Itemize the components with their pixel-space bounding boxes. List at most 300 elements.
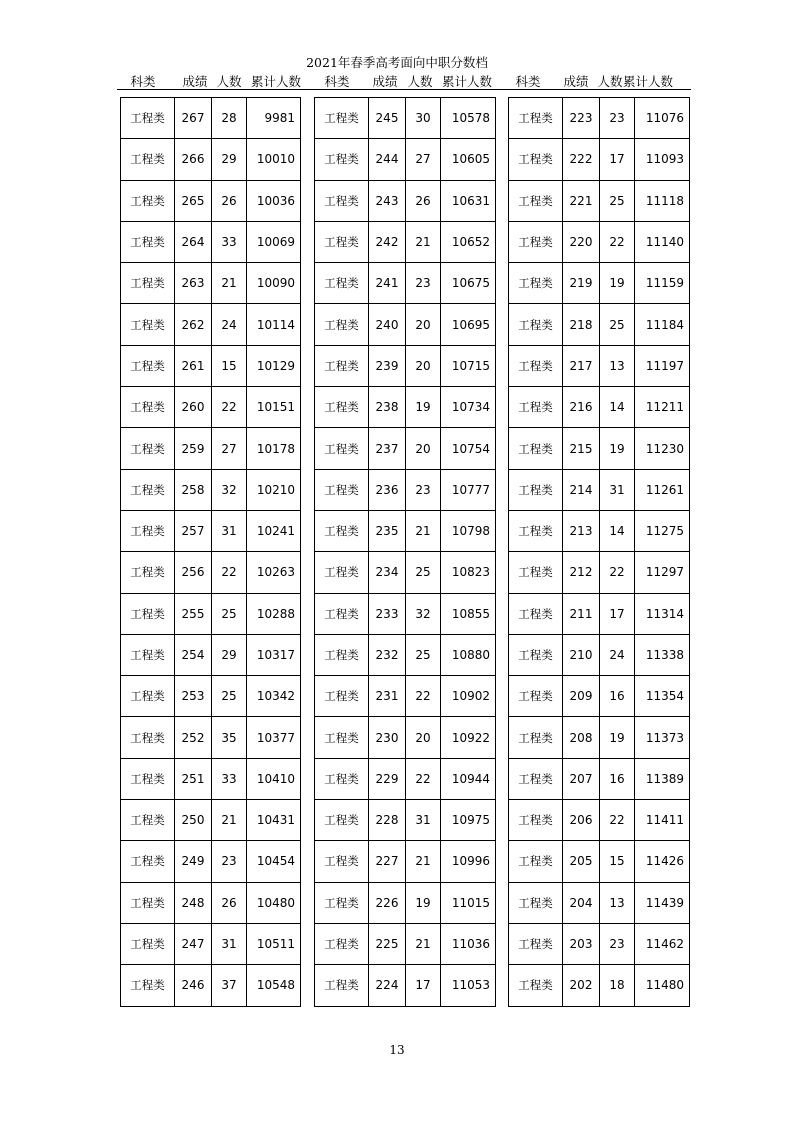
count-cell: 21	[212, 800, 247, 841]
count-cell: 21	[406, 221, 441, 262]
table-row	[121, 345, 301, 386]
category-cell: 工程类	[315, 676, 369, 717]
count-cell: 17	[600, 593, 635, 634]
cumulative-cell: 10377	[247, 717, 301, 758]
cumulative-cell: 11297	[635, 552, 690, 593]
category-cell: 工程类	[121, 387, 175, 428]
cumulative-cell: 11426	[635, 841, 690, 882]
cumulative-cell: 10241	[247, 510, 301, 551]
cumulative-cell: 10578	[441, 98, 496, 139]
count-cell: 20	[406, 304, 441, 345]
score-cell: 230	[369, 717, 406, 758]
count-cell: 30	[406, 98, 441, 139]
score-cell: 265	[175, 180, 212, 221]
category-cell: 工程类	[121, 180, 175, 221]
category-cell: 工程类	[509, 304, 563, 345]
category-cell: 工程类	[509, 800, 563, 841]
cumulative-cell: 10975	[441, 800, 496, 841]
cumulative-cell: 10880	[441, 634, 496, 675]
count-cell: 25	[212, 593, 247, 634]
count-cell: 31	[212, 923, 247, 964]
category-cell: 工程类	[121, 345, 175, 386]
score-cell: 242	[369, 221, 406, 262]
count-cell: 19	[600, 428, 635, 469]
count-cell: 26	[406, 180, 441, 221]
table-row	[509, 593, 690, 634]
cumulative-cell: 10114	[247, 304, 301, 345]
category-cell: 工程类	[509, 221, 563, 262]
table-row	[509, 758, 690, 799]
count-cell: 25	[406, 634, 441, 675]
score-table-block-3	[508, 97, 690, 1007]
table-row	[509, 676, 690, 717]
cumulative-cell: 10431	[247, 800, 301, 841]
score-table-block-2	[314, 97, 496, 1007]
count-cell: 14	[600, 387, 635, 428]
table-row	[509, 800, 690, 841]
count-cell: 19	[600, 717, 635, 758]
score-cell: 258	[175, 469, 212, 510]
cumulative-cell: 11411	[635, 800, 690, 841]
table-row	[315, 552, 496, 593]
column-header-row	[0, 72, 794, 88]
header-category: 科类	[515, 74, 541, 89]
table-row	[121, 263, 301, 304]
table-row	[509, 387, 690, 428]
table-row	[315, 180, 496, 221]
count-cell: 24	[600, 634, 635, 675]
category-cell: 工程类	[121, 139, 175, 180]
category-cell: 工程类	[121, 263, 175, 304]
category-cell: 工程类	[509, 717, 563, 758]
cumulative-cell: 10996	[441, 841, 496, 882]
count-cell: 29	[212, 139, 247, 180]
score-cell: 237	[369, 428, 406, 469]
table-row	[121, 758, 301, 799]
count-cell: 23	[406, 263, 441, 304]
table-row	[121, 841, 301, 882]
score-cell: 252	[175, 717, 212, 758]
score-cell: 264	[175, 221, 212, 262]
count-cell: 24	[212, 304, 247, 345]
cumulative-cell: 11140	[635, 221, 690, 262]
category-cell: 工程类	[509, 965, 563, 1006]
table-row	[315, 428, 496, 469]
table-row	[121, 304, 301, 345]
score-cell: 255	[175, 593, 212, 634]
score-cell: 228	[369, 800, 406, 841]
count-cell: 27	[212, 428, 247, 469]
cumulative-cell: 11480	[635, 965, 690, 1006]
category-cell: 工程类	[509, 758, 563, 799]
category-cell: 工程类	[315, 758, 369, 799]
category-cell: 工程类	[121, 304, 175, 345]
score-cell: 259	[175, 428, 212, 469]
cumulative-cell: 10695	[441, 304, 496, 345]
category-cell: 工程类	[121, 676, 175, 717]
table-row	[315, 510, 496, 551]
category-cell: 工程类	[509, 180, 563, 221]
table-row	[315, 98, 496, 139]
count-cell: 35	[212, 717, 247, 758]
category-cell: 工程类	[315, 98, 369, 139]
score-cell: 209	[563, 676, 600, 717]
cumulative-cell: 11462	[635, 923, 690, 964]
cumulative-cell: 10823	[441, 552, 496, 593]
table-row	[315, 345, 496, 386]
cumulative-cell: 10902	[441, 676, 496, 717]
header-score: 成绩	[563, 74, 589, 89]
cumulative-cell: 11275	[635, 510, 690, 551]
score-cell: 253	[175, 676, 212, 717]
score-cell: 214	[563, 469, 600, 510]
score-cell: 266	[175, 139, 212, 180]
count-cell: 19	[600, 263, 635, 304]
score-cell: 227	[369, 841, 406, 882]
cumulative-cell: 9981	[247, 98, 301, 139]
count-cell: 19	[406, 882, 441, 923]
score-cell: 263	[175, 263, 212, 304]
category-cell: 工程类	[315, 593, 369, 634]
category-cell: 工程类	[121, 552, 175, 593]
cumulative-cell: 11389	[635, 758, 690, 799]
score-cell: 261	[175, 345, 212, 386]
count-cell: 21	[212, 263, 247, 304]
category-cell: 工程类	[509, 634, 563, 675]
score-cell: 204	[563, 882, 600, 923]
table-row	[315, 469, 496, 510]
table-row	[121, 387, 301, 428]
category-cell: 工程类	[509, 676, 563, 717]
cumulative-cell: 10754	[441, 428, 496, 469]
table-row	[121, 510, 301, 551]
score-cell: 248	[175, 882, 212, 923]
table-row	[509, 552, 690, 593]
table-row	[315, 882, 496, 923]
score-cell: 224	[369, 965, 406, 1006]
header-category: 科类	[324, 74, 350, 89]
score-cell: 247	[175, 923, 212, 964]
cumulative-cell: 10652	[441, 221, 496, 262]
score-cell: 235	[369, 510, 406, 551]
count-cell: 21	[406, 841, 441, 882]
score-cell: 249	[175, 841, 212, 882]
category-cell: 工程类	[315, 552, 369, 593]
cumulative-cell: 10036	[247, 180, 301, 221]
category-cell: 工程类	[121, 221, 175, 262]
category-cell: 工程类	[509, 345, 563, 386]
category-cell: 工程类	[121, 758, 175, 799]
count-cell: 15	[212, 345, 247, 386]
count-cell: 22	[600, 800, 635, 841]
table-row	[509, 634, 690, 675]
cumulative-cell: 10675	[441, 263, 496, 304]
count-cell: 23	[600, 98, 635, 139]
category-cell: 工程类	[315, 923, 369, 964]
score-cell: 208	[563, 717, 600, 758]
category-cell: 工程类	[315, 428, 369, 469]
count-cell: 33	[212, 758, 247, 799]
cumulative-cell: 10151	[247, 387, 301, 428]
count-cell: 25	[212, 676, 247, 717]
table-row	[121, 469, 301, 510]
category-cell: 工程类	[121, 882, 175, 923]
score-cell: 229	[369, 758, 406, 799]
score-cell: 222	[563, 139, 600, 180]
table-row	[509, 304, 690, 345]
category-cell: 工程类	[121, 965, 175, 1006]
table-row	[509, 221, 690, 262]
cumulative-cell: 10511	[247, 923, 301, 964]
category-cell: 工程类	[509, 510, 563, 551]
score-cell: 232	[369, 634, 406, 675]
count-cell: 32	[212, 469, 247, 510]
count-cell: 17	[406, 965, 441, 1006]
score-cell: 219	[563, 263, 600, 304]
score-cell: 206	[563, 800, 600, 841]
count-cell: 28	[212, 98, 247, 139]
score-cell: 234	[369, 552, 406, 593]
score-cell: 202	[563, 965, 600, 1006]
category-cell: 工程类	[121, 593, 175, 634]
score-cell: 233	[369, 593, 406, 634]
category-cell: 工程类	[315, 139, 369, 180]
cumulative-cell: 10210	[247, 469, 301, 510]
count-cell: 25	[406, 552, 441, 593]
cumulative-cell: 10010	[247, 139, 301, 180]
category-cell: 工程类	[509, 428, 563, 469]
count-cell: 22	[600, 221, 635, 262]
cumulative-cell: 11118	[635, 180, 690, 221]
cumulative-cell: 11015	[441, 882, 496, 923]
header-count: 人数	[216, 74, 242, 89]
category-cell: 工程类	[315, 965, 369, 1006]
cumulative-cell: 10069	[247, 221, 301, 262]
category-cell: 工程类	[315, 221, 369, 262]
category-cell: 工程类	[509, 923, 563, 964]
table-row	[121, 676, 301, 717]
cumulative-cell: 10798	[441, 510, 496, 551]
header-category: 科类	[130, 74, 156, 89]
count-cell: 31	[212, 510, 247, 551]
score-cell: 215	[563, 428, 600, 469]
table-row	[315, 841, 496, 882]
table-row	[121, 882, 301, 923]
table-row	[121, 180, 301, 221]
count-cell: 16	[600, 758, 635, 799]
category-cell: 工程类	[121, 923, 175, 964]
table-row	[315, 717, 496, 758]
cumulative-cell: 11439	[635, 882, 690, 923]
category-cell: 工程类	[315, 180, 369, 221]
score-table-block-1	[120, 97, 301, 1007]
score-cell: 267	[175, 98, 212, 139]
page-number: 13	[389, 1043, 405, 1057]
table-row	[121, 965, 301, 1006]
score-cell: 260	[175, 387, 212, 428]
cumulative-cell: 10777	[441, 469, 496, 510]
cumulative-cell: 10855	[441, 593, 496, 634]
score-cell: 240	[369, 304, 406, 345]
table-row	[509, 841, 690, 882]
score-cell: 207	[563, 758, 600, 799]
table-row	[121, 221, 301, 262]
category-cell: 工程类	[315, 387, 369, 428]
cumulative-cell: 10410	[247, 758, 301, 799]
header-score: 成绩	[372, 74, 398, 89]
cumulative-cell: 11338	[635, 634, 690, 675]
cumulative-cell: 10090	[247, 263, 301, 304]
cumulative-cell: 10263	[247, 552, 301, 593]
score-cell: 210	[563, 634, 600, 675]
table-row	[509, 428, 690, 469]
header-cumulative: 累计人数	[250, 74, 302, 89]
cumulative-cell: 11053	[441, 965, 496, 1006]
score-cell: 218	[563, 304, 600, 345]
cumulative-cell: 11354	[635, 676, 690, 717]
score-cell: 239	[369, 345, 406, 386]
table-row	[315, 676, 496, 717]
score-cell: 241	[369, 263, 406, 304]
table-row	[509, 180, 690, 221]
score-cell: 213	[563, 510, 600, 551]
cumulative-cell: 11159	[635, 263, 690, 304]
score-cell: 231	[369, 676, 406, 717]
table-row	[509, 263, 690, 304]
score-cell: 254	[175, 634, 212, 675]
count-cell: 31	[406, 800, 441, 841]
table-row	[315, 758, 496, 799]
score-cell: 216	[563, 387, 600, 428]
count-cell: 37	[212, 965, 247, 1006]
count-cell: 20	[406, 345, 441, 386]
table-row	[121, 593, 301, 634]
table-row	[315, 800, 496, 841]
score-cell: 256	[175, 552, 212, 593]
cumulative-cell: 10288	[247, 593, 301, 634]
category-cell: 工程类	[315, 304, 369, 345]
table-row	[315, 923, 496, 964]
table-row	[509, 882, 690, 923]
table-row	[121, 634, 301, 675]
count-cell: 27	[406, 139, 441, 180]
table-row	[121, 552, 301, 593]
header-cumulative: 累计人数	[622, 74, 674, 89]
table-row	[121, 98, 301, 139]
cumulative-cell: 10631	[441, 180, 496, 221]
category-cell: 工程类	[315, 717, 369, 758]
table-row	[315, 304, 496, 345]
count-cell: 20	[406, 428, 441, 469]
count-cell: 21	[406, 510, 441, 551]
count-cell: 25	[600, 180, 635, 221]
table-row	[509, 139, 690, 180]
score-cell: 203	[563, 923, 600, 964]
table-row	[121, 139, 301, 180]
count-cell: 13	[600, 882, 635, 923]
header-count: 人数	[407, 74, 433, 89]
cumulative-cell: 11314	[635, 593, 690, 634]
category-cell: 工程类	[121, 510, 175, 551]
category-cell: 工程类	[121, 98, 175, 139]
count-cell: 13	[600, 345, 635, 386]
cumulative-cell: 10734	[441, 387, 496, 428]
category-cell: 工程类	[509, 552, 563, 593]
cumulative-cell: 11230	[635, 428, 690, 469]
category-cell: 工程类	[509, 469, 563, 510]
score-cell: 244	[369, 139, 406, 180]
category-cell: 工程类	[509, 841, 563, 882]
count-cell: 33	[212, 221, 247, 262]
count-cell: 22	[212, 387, 247, 428]
score-cell: 262	[175, 304, 212, 345]
table-row	[315, 263, 496, 304]
table-row	[509, 98, 690, 139]
count-cell: 29	[212, 634, 247, 675]
count-cell: 21	[406, 923, 441, 964]
table-row	[509, 923, 690, 964]
count-cell: 32	[406, 593, 441, 634]
table-row	[509, 510, 690, 551]
cumulative-cell: 10342	[247, 676, 301, 717]
category-cell: 工程类	[315, 841, 369, 882]
header-score: 成绩	[182, 74, 208, 89]
category-cell: 工程类	[121, 428, 175, 469]
table-row	[121, 923, 301, 964]
cumulative-cell: 11036	[441, 923, 496, 964]
table-row	[121, 717, 301, 758]
cumulative-cell: 10548	[247, 965, 301, 1006]
count-cell: 20	[406, 717, 441, 758]
count-cell: 15	[600, 841, 635, 882]
cumulative-cell: 10480	[247, 882, 301, 923]
count-cell: 23	[406, 469, 441, 510]
cumulative-cell: 10922	[441, 717, 496, 758]
table-row	[509, 965, 690, 1006]
cumulative-cell: 10715	[441, 345, 496, 386]
cumulative-cell: 11261	[635, 469, 690, 510]
table-row	[315, 965, 496, 1006]
count-cell: 22	[600, 552, 635, 593]
count-cell: 26	[212, 882, 247, 923]
category-cell: 工程类	[121, 800, 175, 841]
score-cell: 238	[369, 387, 406, 428]
table-row	[315, 634, 496, 675]
table-row	[315, 221, 496, 262]
cumulative-cell: 10605	[441, 139, 496, 180]
header-rule	[117, 89, 691, 90]
cumulative-cell: 11197	[635, 345, 690, 386]
table-row	[121, 428, 301, 469]
header-count: 人数	[597, 74, 623, 89]
category-cell: 工程类	[509, 387, 563, 428]
category-cell: 工程类	[121, 469, 175, 510]
cumulative-cell: 10178	[247, 428, 301, 469]
count-cell: 31	[600, 469, 635, 510]
count-cell: 25	[600, 304, 635, 345]
table-row	[509, 469, 690, 510]
category-cell: 工程类	[121, 717, 175, 758]
cumulative-cell: 10944	[441, 758, 496, 799]
count-cell: 22	[212, 552, 247, 593]
count-cell: 23	[600, 923, 635, 964]
category-cell: 工程类	[509, 593, 563, 634]
category-cell: 工程类	[509, 263, 563, 304]
category-cell: 工程类	[315, 345, 369, 386]
page-title: 2021年春季高考面向中职分数档	[306, 55, 488, 70]
count-cell: 22	[406, 676, 441, 717]
header-cumulative: 累计人数	[441, 74, 493, 89]
